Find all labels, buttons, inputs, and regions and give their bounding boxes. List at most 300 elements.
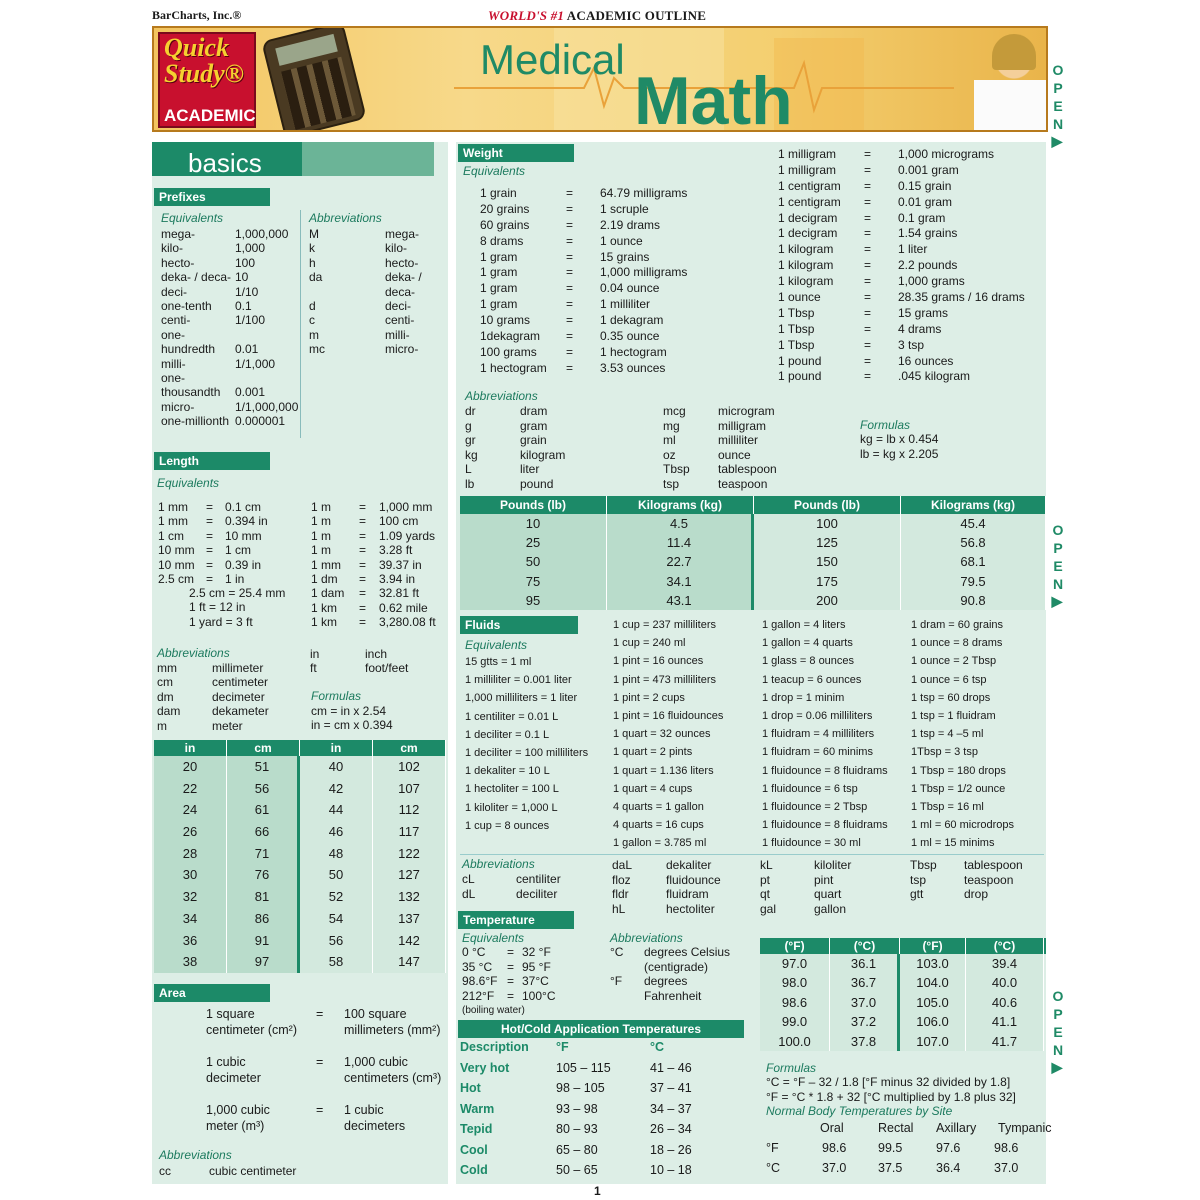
logo-text-study: Study® (164, 59, 245, 88)
list-cell: 1 dm (311, 571, 338, 586)
list-cell: centimeter (212, 675, 269, 690)
list-cell: 1 Tbsp = 1/2 ounce (911, 782, 1006, 795)
normal-temps-label: Normal Body Temperatures by Site (766, 1104, 953, 1118)
boiling-note: (boiling water) (462, 1005, 525, 1016)
open-tab-label: OPEN▶ (1050, 62, 1066, 152)
table-cell: 52 (300, 886, 373, 908)
table-header-cell: cm (373, 740, 446, 756)
list-cell: = (864, 353, 872, 368)
table-cell: 24 (154, 799, 227, 821)
list-cell: hecto- (161, 255, 195, 270)
list-cell: 1 Tbsp (778, 305, 815, 320)
list-cell: Tbsp (663, 462, 690, 476)
list-cell: centi- (385, 313, 415, 328)
list-cell: kilo- (161, 241, 184, 256)
list-cell: 32 °F (522, 945, 551, 959)
list-cell: 1 m (311, 543, 332, 558)
list-cell: centi- (161, 313, 191, 328)
list-cell: 1 fluidram = 60 minims (762, 746, 873, 759)
list-cell: 2.2 pounds (898, 258, 958, 273)
table-cell: 86 (227, 908, 300, 930)
area-cell: = (316, 1055, 324, 1069)
area-cell: 1,000 cubic meter (m³) (206, 1103, 270, 1133)
list-cell: tsp (910, 872, 927, 887)
table-row (154, 951, 446, 973)
list-cell: pound (520, 476, 554, 491)
hotcold-cell: 37 – 41 (650, 1081, 692, 1096)
table-cell: 11.4 (607, 533, 754, 552)
table-cell: 56 (227, 778, 300, 800)
list-cell: lb (465, 476, 475, 491)
list-cell: 1 Tbsp = 16 ml (911, 800, 984, 813)
list-cell: 1 decigram (778, 226, 838, 241)
area-abbr-label: Abbreviations (159, 1148, 232, 1162)
list-cell: 1 ounce = 2 Tbsp (911, 655, 997, 668)
list-cell: kg = lb x 0.454 (860, 432, 939, 446)
list-cell: 2.5 cm = 25.4 mm (189, 586, 286, 600)
hotcold-cell: 93 – 98 (556, 1101, 598, 1116)
list-cell: fldr (612, 887, 629, 901)
list-cell: 0 °C (462, 945, 486, 959)
normal-cell: 98.6 (822, 1141, 847, 1155)
hotcold-cell: 80 – 93 (556, 1122, 598, 1137)
hotcold-cell: Cold (460, 1162, 488, 1177)
list-cell: 1 gram (480, 265, 518, 280)
table-header-row (460, 496, 1046, 514)
list-cell: = (566, 281, 574, 296)
list-cell: = (864, 321, 872, 336)
list-cell: dram (520, 404, 548, 418)
list-cell: 1 decigram (778, 210, 838, 225)
table-row (760, 1012, 1046, 1031)
list-cell: 1 yard = 3 ft (189, 614, 253, 629)
table-cell: 79.5 (901, 572, 1046, 591)
list-cell: = (507, 974, 515, 988)
list-cell: 1 gallon = 4 liters (762, 619, 846, 631)
list-cell: m (157, 718, 167, 733)
table-cell: 38 (154, 951, 227, 973)
list-cell: 1.54 grains (898, 226, 958, 241)
area-cell: 1 square centimeter (cm²) (206, 1007, 297, 1037)
list-cell: floz (612, 872, 631, 887)
hotcold-cell: Very hot (460, 1061, 510, 1075)
open-tab-3[interactable] (1048, 988, 1064, 1083)
list-cell: tablespoon (964, 858, 1023, 872)
list-cell: ml (663, 433, 676, 447)
table-cell: 58 (300, 951, 373, 973)
list-cell: 2.19 drams (600, 217, 661, 232)
list-cell: 1,000 micrograms (898, 147, 995, 161)
table-cell: 34.1 (607, 572, 754, 591)
publisher-name: BarCharts, Inc.® (152, 8, 242, 22)
area-cell: = (316, 1103, 324, 1117)
list-cell: 1 fluidounce = 6 tsp (762, 782, 858, 795)
length-conversion-table (154, 740, 446, 973)
list-cell: 1 ounce (778, 290, 821, 305)
area-cell: 1,000 cubic centimeters (cm³) (344, 1055, 442, 1085)
area-abbr-value: cubic centimeter (209, 1164, 297, 1178)
list-cell: = (206, 557, 214, 572)
table-cell: 81 (227, 886, 300, 908)
table-header-cell: (°F) (900, 938, 966, 954)
list-cell: = (359, 586, 367, 601)
list-cell: 1 m (311, 500, 332, 514)
prefixes-abbr-label: Abbreviations (309, 211, 382, 225)
hotcold-cell: 18 – 26 (650, 1142, 692, 1157)
table-row (154, 821, 446, 843)
table-header-row (760, 938, 1046, 954)
list-cell: dam (157, 704, 181, 719)
prefixes-equiv-label: Equivalents (161, 211, 224, 225)
list-cell: meter (212, 718, 243, 733)
list-cell: = (359, 557, 367, 572)
list-cell: = (206, 528, 214, 543)
table-cell: 56 (300, 930, 373, 952)
list-cell: 1 cup = 8 ounces (465, 819, 550, 832)
list-cell: 1 fluidounce = 2 Tbsp (762, 800, 868, 813)
list-cell: 3.53 ounces (600, 360, 666, 375)
list-cell: 1 pound (778, 369, 822, 384)
list-cell: 0.01 gram (898, 194, 953, 209)
normal-cell: °F (766, 1141, 779, 1155)
weight-formulas-label: Formulas (860, 418, 911, 432)
list-cell: 1 tsp = 60 drops (911, 691, 991, 704)
list-cell: 1 milliliter = 0.001 liter (465, 674, 572, 687)
table-cell: 97.0 (760, 954, 830, 973)
table-cell: 122 (373, 843, 446, 865)
list-cell: .045 kilogram (898, 369, 971, 384)
table-cell: 61 (227, 799, 300, 821)
list-cell: dekameter (212, 704, 269, 719)
list-cell: 1 pint = 16 fluidounces (613, 709, 724, 722)
list-cell: 1 mm (158, 514, 188, 529)
list-cell: gram (520, 418, 548, 433)
table-cell: 117 (373, 821, 446, 843)
table-row (154, 930, 446, 952)
area-cell: 1 cubic decimeters (344, 1103, 406, 1133)
list-cell: 0.15 grain (898, 178, 952, 193)
open-tab-2[interactable] (1048, 522, 1064, 617)
list-cell: kilogram (520, 447, 566, 462)
table-row (154, 756, 446, 778)
list-cell: 0.001 gram (898, 162, 959, 177)
list-cell: 1 dram = 60 grains (911, 619, 1004, 631)
list-cell: 3.28 ft (379, 543, 413, 558)
table-cell: 34 (154, 908, 227, 930)
list-cell: 1 gram (480, 249, 518, 264)
table-row (760, 1032, 1046, 1051)
list-cell: mega- (161, 227, 196, 241)
list-cell: 1 Tbsp = 180 drops (911, 764, 1006, 777)
table-cell: 39.4 (966, 954, 1044, 973)
list-cell: deci- (385, 298, 412, 313)
table-header-cell: (°F) (760, 938, 830, 954)
table-cell: 41.7 (966, 1032, 1044, 1051)
table-cell: 71 (227, 843, 300, 865)
list-cell: 1,000 milligrams (600, 265, 688, 280)
list-cell: 0.000001 (235, 414, 286, 429)
list-cell: 1dekagram (480, 329, 541, 344)
weight-equiv-label: Equivalents (463, 164, 526, 178)
hotcold-cell: 105 – 115 (556, 1061, 611, 1075)
list-cell: = (359, 571, 367, 586)
area-cell: 100 square millimeters (mm²) (344, 1007, 441, 1037)
length-formulas-label: Formulas (311, 689, 362, 703)
list-cell: kilo- (385, 241, 408, 256)
area-row (206, 1054, 446, 1102)
table-cell: 56.8 (901, 533, 1046, 552)
list-cell: 1 dekaliter = 10 L (465, 765, 550, 778)
list-cell: ft (310, 661, 317, 676)
list-cell: 1 milligram (778, 147, 837, 161)
area-abbr-key: cc (159, 1164, 171, 1178)
table-header-cell: Kilograms (kg) (607, 496, 754, 514)
table-cell: 41.1 (966, 1012, 1044, 1031)
list-cell: = (864, 162, 872, 177)
list-cell: 1 kilogram (778, 274, 834, 289)
table-row (760, 954, 1046, 973)
table-cell: 37.8 (830, 1032, 900, 1051)
table-cell: 48 (300, 843, 373, 865)
hotcold-title: Hot/Cold Application Temperatures (458, 1020, 744, 1038)
length-abbr-label: Abbreviations (157, 646, 230, 660)
list-cell: in (310, 647, 320, 661)
table-cell: 97 (227, 951, 300, 973)
list-cell: decimeter (212, 689, 265, 704)
weight-abbr-label: Abbreviations (465, 389, 538, 403)
list-cell: pint (814, 872, 834, 887)
list-cell: 1Tbsp = 3 tsp (911, 746, 978, 759)
area-row (206, 1102, 446, 1150)
list-cell: 98.6°F (462, 974, 498, 988)
table-header-cell: in (154, 740, 227, 756)
list-cell: = (359, 543, 367, 558)
basics-header (152, 142, 434, 176)
table-cell: 175 (754, 572, 901, 591)
table-cell: 102 (373, 756, 446, 778)
list-cell: dekaliter (666, 858, 712, 872)
table-cell: 36.7 (830, 973, 900, 992)
fluids-divider (460, 854, 1044, 855)
list-cell: = (864, 147, 872, 161)
list-cell: 1 m (311, 514, 332, 529)
list-cell: 1 ounce (600, 233, 643, 248)
list-cell: 1 km (311, 600, 338, 615)
normal-cell: 98.6 (994, 1141, 1019, 1155)
list-cell: = (206, 543, 214, 558)
list-cell: mcg (663, 404, 686, 418)
table-cell: 127 (373, 864, 446, 886)
list-cell: 0.1 (235, 298, 252, 313)
table-row (154, 908, 446, 930)
weight-conversion-table (460, 496, 1046, 610)
list-cell: da (309, 270, 323, 285)
list-cell: = (359, 528, 367, 543)
list-cell: microgram (718, 404, 775, 418)
list-cell: = (864, 290, 872, 305)
list-cell: 1.09 yards (379, 528, 436, 543)
table-header-cell: (°C) (830, 938, 900, 954)
area-title: Area (154, 984, 270, 1002)
table-row (760, 993, 1046, 1012)
table-cell: 40.0 (966, 973, 1044, 992)
length-equiv-label: Equivalents (157, 476, 220, 490)
table-row (460, 572, 1046, 591)
list-cell: 1 ounce = 8 drams (911, 637, 1003, 650)
table-header-row (154, 740, 446, 756)
list-cell: deka- / deca- (161, 270, 232, 285)
list-cell: Tbsp (910, 858, 937, 872)
list-cell: 0.39 in (225, 557, 262, 572)
table-header-cell: Pounds (lb) (754, 496, 901, 514)
list-cell: 1 pint = 2 cups (613, 691, 685, 704)
table-cell: 107.0 (900, 1032, 966, 1051)
normal-head-cell: Axillary (936, 1121, 977, 1135)
hotcold-head-cell: °F (556, 1040, 569, 1054)
list-cell: = (359, 514, 367, 529)
logo-text-quick: Quick (164, 33, 229, 62)
table-cell: 22 (154, 778, 227, 800)
list-cell: mm (157, 661, 177, 675)
table-cell: 200 (754, 591, 901, 610)
list-cell: micro- (161, 399, 195, 414)
hotcold-cell: Hot (460, 1081, 481, 1096)
list-cell: hectoliter (666, 901, 715, 916)
hotcold-cell: Tepid (460, 1122, 493, 1137)
list-cell: teaspoon (718, 476, 768, 491)
list-cell: = (864, 242, 872, 257)
list-cell: 1 kilogram (778, 258, 834, 273)
table-header-cell: in (300, 740, 373, 756)
list-cell: dr (465, 404, 476, 418)
table-cell: 147 (373, 951, 446, 973)
list-cell: 1 scruple (600, 201, 649, 216)
table-cell: 99.0 (760, 1012, 830, 1031)
list-cell: 212°F (462, 988, 495, 1003)
list-cell: 1 km (311, 615, 338, 630)
open-tab-1[interactable] (1048, 62, 1064, 157)
list-cell: = (566, 186, 574, 200)
table-cell: 91 (227, 930, 300, 952)
list-cell: = (566, 329, 574, 344)
list-cell: 3 tsp (898, 337, 925, 352)
tagline-rest: ACADEMIC OUTLINE (564, 8, 707, 23)
hotcold-cell: 26 – 34 (650, 1122, 692, 1137)
list-cell: c (309, 313, 315, 328)
table-cell: 4.5 (607, 514, 754, 533)
list-cell: 1,000 (235, 241, 266, 256)
list-cell: 1/1,000,000 (235, 399, 299, 414)
normal-cell: 37.0 (822, 1161, 847, 1175)
list-cell: 1 tsp = 4 –5 ml (911, 728, 984, 741)
list-cell: = (566, 249, 574, 264)
table-cell: 107 (373, 778, 446, 800)
list-cell: M (309, 227, 319, 241)
list-cell: 32.81 ft (379, 586, 420, 601)
list-cell: 1 milliliter (600, 297, 651, 312)
normal-cell: 99.5 (878, 1141, 903, 1155)
list-cell: 1 cm (225, 543, 252, 558)
list-cell: 1 hectoliter = 100 L (465, 783, 559, 796)
list-cell: milliliter (718, 433, 758, 447)
list-cell: hL (612, 901, 626, 916)
table-cell: 30 (154, 864, 227, 886)
list-cell: millimeter (212, 661, 264, 675)
list-cell: = (566, 201, 574, 216)
list-cell: 1 gram (480, 297, 518, 312)
list-cell: 15 grams (898, 305, 949, 320)
list-cell: = (864, 305, 872, 320)
table-row (460, 552, 1046, 571)
list-cell: = (864, 258, 872, 273)
list-cell: = (864, 369, 872, 384)
list-cell: 1,000 mm (379, 500, 433, 514)
list-cell: = (206, 571, 214, 586)
list-cell: gallon (814, 901, 847, 916)
list-cell: 95 °F (522, 959, 551, 974)
table-cell: 68.1 (901, 552, 1046, 571)
list-cell: 100°C (522, 988, 556, 1003)
table-row (460, 533, 1046, 552)
page-number: 1 (594, 1184, 601, 1198)
table-row (154, 799, 446, 821)
list-cell: 1 teacup = 6 ounces (762, 673, 862, 686)
list-cell: 1 fluidounce = 8 fluidrams (762, 819, 888, 832)
list-cell: 1/100 (235, 313, 266, 328)
list-cell: = (507, 988, 515, 1003)
table-cell: 90.8 (901, 591, 1046, 610)
table-cell: 142 (373, 930, 446, 952)
list-cell: = (864, 226, 872, 241)
list-cell: hundredth (161, 342, 216, 357)
logo-text-academic: ACADEMIC (164, 106, 256, 125)
list-cell: centiliter (516, 872, 561, 886)
list-cell: deciliter (516, 886, 558, 901)
list-cell: milli- (161, 356, 186, 371)
list-cell: mg (663, 418, 680, 433)
list-cell: quart (814, 887, 842, 901)
list-cell: k (309, 241, 315, 256)
list-cell: drop (964, 887, 989, 901)
hotcold-cell: Cool (460, 1142, 488, 1157)
list-cell: qt (760, 887, 771, 901)
list-cell: foot/feet (365, 661, 409, 676)
list-cell: dm (157, 689, 174, 704)
title-medical: Medical (480, 36, 625, 83)
list-cell: 1 drop = 0.06 milliliters (762, 709, 873, 722)
fluids-abbr-label: Abbreviations (462, 857, 535, 871)
table-cell: 43.1 (607, 591, 754, 610)
list-cell: = (359, 615, 367, 630)
list-cell: 37°C (522, 974, 549, 988)
list-cell: 1 centigram (778, 178, 841, 193)
list-cell: °F (610, 974, 623, 988)
list-cell: = (566, 344, 574, 359)
list-cell: 15 grains (600, 249, 650, 264)
list-cell: micro- (385, 342, 419, 357)
list-cell: 0.62 mile (379, 600, 428, 615)
table-cell: 104.0 (900, 973, 966, 992)
table-cell: 50 (460, 552, 607, 571)
list-cell: 1 hectogram (600, 344, 667, 359)
list-cell: milli- (385, 327, 410, 342)
table-cell: 95 (460, 591, 607, 610)
table-header-cell: cm (227, 740, 300, 756)
hotcold-cell: Warm (460, 1101, 495, 1116)
list-cell: kL (760, 858, 773, 872)
list-cell: 1 m (311, 528, 332, 543)
list-cell: = (566, 265, 574, 280)
